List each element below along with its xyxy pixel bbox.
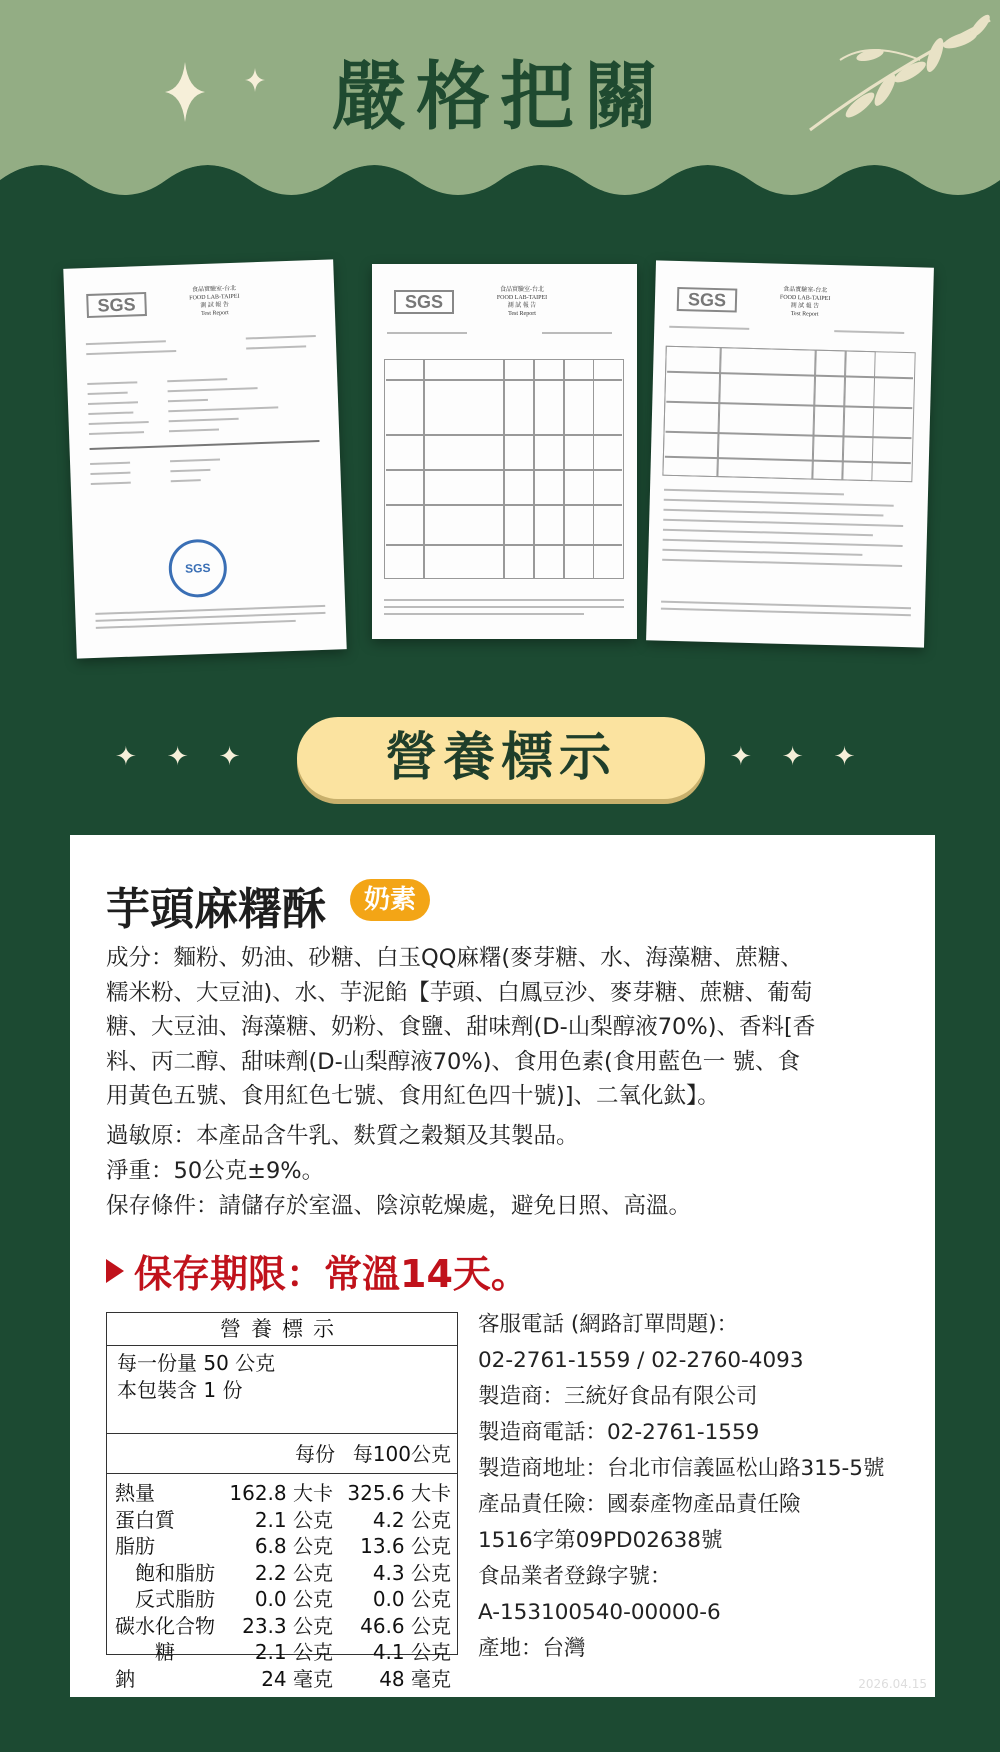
per-serving-value: 24 毫克: [261, 1666, 333, 1691]
per-100g-value: 13.6 公克: [360, 1534, 451, 1558]
nutrition-row: [107, 1480, 457, 1507]
per-serving-value: 162.8 大卡: [229, 1481, 333, 1505]
shelf-life: 保存期限：常溫14天。: [106, 1243, 529, 1298]
report-header: 食品實驗室-台北 FOOD LAB-TAIPEI 測 試 報 告 Test Report: [189, 285, 240, 318]
banner-title: 嚴格把關: [332, 54, 668, 140]
contact-line: 製造商：三統好食品有限公司: [478, 1384, 758, 1409]
contact-line: 客服電話 (網路訂單問題)：: [478, 1312, 739, 1337]
nutrient-label: 脂肪: [115, 1534, 155, 1558]
sgs-logo: SGS: [394, 290, 454, 314]
leaf-branch-icon: [800, 0, 1000, 140]
nutrition-row: [107, 1586, 457, 1613]
net-weight-text: 淨重：50公克±9%。: [106, 1158, 325, 1184]
test-report-3: [646, 260, 934, 647]
nutrient-label: 飽和脂肪: [135, 1560, 215, 1585]
date-stamp: 2026.04.15: [858, 1677, 927, 1691]
contact-line: 製造商電話：02-2761-1559: [478, 1420, 760, 1445]
per-serving-value: 2.1 公克: [254, 1507, 333, 1532]
serving-info: 每一份量 50 公克 本包裝含 1 份: [107, 1346, 457, 1434]
per-100g-value: 4.1 公克: [372, 1640, 451, 1664]
storage-text: 保存條件：請儲存於室溫、陰涼乾燥處，避免日照、高溫。: [106, 1193, 692, 1219]
test-report-1: [63, 259, 346, 658]
nutrition-row: [107, 1507, 457, 1534]
contact-line: 產品責任險：國泰產物產品責任險: [478, 1492, 801, 1517]
nutrition-table-title: 營養標示: [107, 1313, 457, 1346]
nutrition-row: [107, 1639, 457, 1666]
per-100g-value: 4.2 公克: [372, 1507, 451, 1532]
contact-line: A-153100540-00000-6: [478, 1600, 721, 1625]
nutrient-label: 糖: [155, 1640, 175, 1664]
diet-badge: 奶素: [350, 879, 430, 921]
nutrition-rows: [107, 1474, 457, 1692]
nutrient-label: 鈉: [115, 1666, 135, 1691]
sgs-logo: SGS: [86, 292, 147, 318]
report-header: 食品實驗室-台北 FOOD LAB-TAIPEI 測 試 報 告 Test Report: [779, 286, 831, 318]
test-report-2: [372, 264, 637, 639]
contact-line: 02-2761-1559 / 02-2760-4093: [478, 1348, 804, 1373]
wave-divider: [0, 150, 1000, 220]
nutrient-label: 碳水化合物: [115, 1613, 215, 1638]
nutrient-label: 熱量: [115, 1481, 155, 1505]
nutrition-row: [107, 1560, 457, 1587]
product-info-card: [70, 835, 935, 1697]
sgs-seal: SGS: [168, 538, 228, 598]
product-name: 芋頭麻糬酥: [106, 884, 326, 935]
contact-line: 食品業者登錄字號：: [478, 1564, 672, 1589]
per-100g-value: 48 毫克: [379, 1666, 451, 1691]
nutrition-row: [107, 1613, 457, 1640]
per-serving-value: 2.2 公克: [254, 1560, 333, 1585]
per-serving-value: 6.8 公克: [254, 1534, 333, 1558]
nutrition-row: [107, 1666, 457, 1693]
per-serving-value: 0.0 公克: [254, 1587, 333, 1611]
per-100g-value: 46.6 公克: [360, 1613, 451, 1638]
nutrition-table: [106, 1312, 458, 1691]
nutrient-label: 反式脂肪: [135, 1587, 215, 1611]
per-100g-value: 0.0 公克: [372, 1587, 451, 1611]
nutrition-row: [107, 1533, 457, 1560]
allergen-text: 過敏原：本產品含牛乳、麩質之穀類及其製品。: [106, 1123, 579, 1149]
contact-line: 製造商地址：台北市信義區松山路315-5號: [478, 1456, 885, 1481]
ingredients-text: 成分：麵粉、奶油、砂糖、白玉QQ麻糬(麥芽糖、水、海藻糖、蔗糖、 糯米粉、大豆油)、水、芋泥餡【芋頭、白鳳豆沙、麥芽糖、蔗糖、葡萄 糖、大豆油、海藻糖、奶粉、食鹽、甜味劑(D-山梨醇液70%)、香料[香 料、丙二醇、甜味劑(D-山梨醇液70%)、食用色素(食用藍色一 號、食 用黃色五號、食用紅色七號、食用紅色四十號)]、二氧化鈦】。: [106, 945, 816, 1109]
nutrition-label-badge: 營養標示: [297, 717, 705, 799]
sparkle-icon: ✦✦✦: [115, 742, 271, 772]
contact-line: 1516字第09PD02638號: [478, 1528, 723, 1553]
per-serving-value: 2.1 公克: [254, 1640, 333, 1664]
per-serving-value: 23.3 公克: [242, 1613, 333, 1638]
triangle-right-icon: [106, 1259, 124, 1283]
sparkle-icon: [165, 62, 275, 122]
per-100g-value: 325.6 大卡: [347, 1481, 451, 1505]
sgs-logo: SGS: [677, 287, 738, 313]
per-100g-value: 4.3 公克: [372, 1560, 451, 1585]
contact-info: [478, 1307, 918, 1667]
sparkle-icon: ✦✦✦: [730, 742, 886, 772]
nutrient-label: 蛋白質: [115, 1507, 175, 1532]
report-header: 食品實驗室-台北 FOOD LAB-TAIPEI 測 試 報 告 Test Report: [496, 287, 548, 317]
contact-line: 產地：台灣: [478, 1636, 586, 1661]
nutrition-column-header: 每份 每100公克: [107, 1434, 457, 1474]
